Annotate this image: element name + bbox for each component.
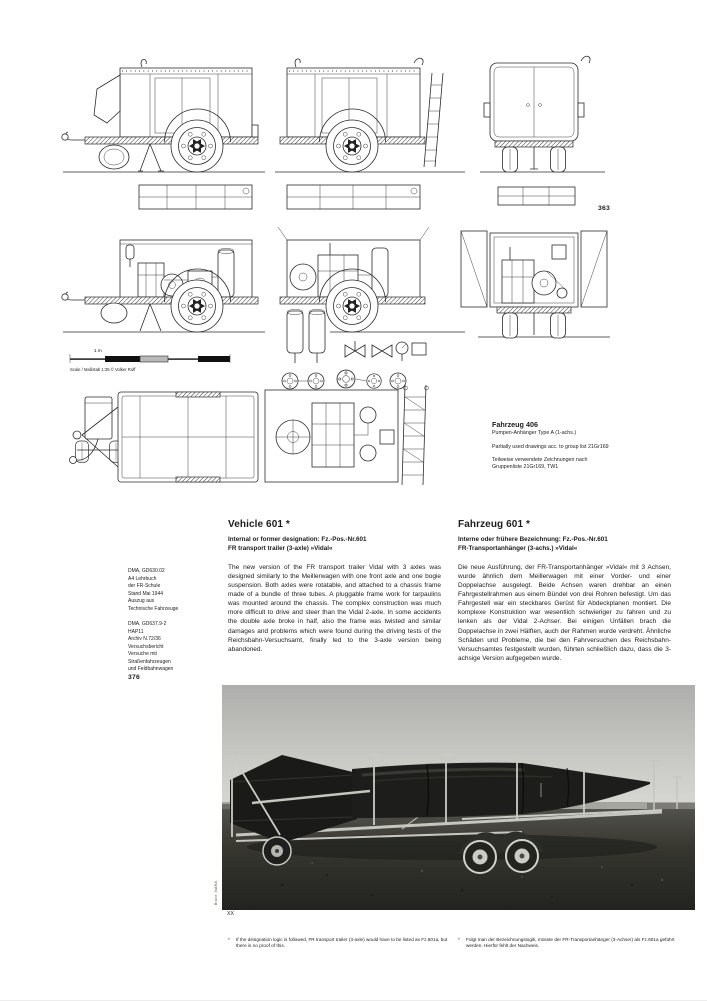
drawing-rear-view-closed bbox=[480, 56, 605, 172]
article-subtitle1-en: Internal or former designation: Fz.-Pos.-Nr.601 bbox=[228, 536, 367, 543]
page-number-top: 363 bbox=[598, 205, 610, 212]
fahrzeug-406-caption bbox=[492, 420, 622, 477]
drawing-rear-view-open bbox=[461, 231, 610, 338]
archive-ref-line: der FR-Schule bbox=[128, 583, 161, 589]
archive-reference-1 bbox=[128, 568, 200, 613]
article-subtitle2-en: FR transport trailer (3-axle) »Vidal« bbox=[228, 544, 333, 552]
footnote-marker-en: * bbox=[228, 937, 230, 942]
drawing-front-view bbox=[70, 397, 123, 464]
archive-reference-2 bbox=[128, 621, 200, 674]
archive-ref-line: DMA, GD630.02 bbox=[128, 568, 165, 574]
drawing-side-view-left-open bbox=[62, 240, 265, 332]
footnote-text-de: Folgt man der Bezeichnungslogik, müsste der FR-Transportanhänger (3-Achser) als Fz.601a geführt werden. Hierfür fehlt der Nachweis. bbox=[466, 937, 675, 949]
article-subtitle2-de: FR-Transportanhänger (3-achs.) »Vidal« bbox=[458, 544, 578, 552]
article-german bbox=[458, 519, 671, 663]
scale-bar bbox=[70, 348, 230, 372]
footnote-german bbox=[458, 937, 686, 949]
drawing-side-view-right-closed bbox=[275, 58, 465, 172]
archive-ref-line: Technische Fahrzeuge bbox=[128, 605, 179, 612]
scale-caption: Scale / Maßstab 1:35 © Volker Ruff bbox=[70, 367, 136, 372]
archive-ref-line: Archiv N.72/36 bbox=[128, 636, 161, 642]
drawing-frame-element bbox=[402, 385, 429, 485]
archive-ref-line: Stand Mai 1944 bbox=[128, 590, 164, 597]
footnote-text-en: If the designation logic is followed, FR transport trailer (3-axle) would have to be listed as Fz.601a, but there is no proof of this. bbox=[236, 937, 448, 949]
archive-ref-line: HAP11 bbox=[128, 628, 144, 635]
photo-caption: XX bbox=[227, 911, 234, 917]
article-body-de: Die neue Ausführung, der FR-Transportanhänger »Vidal« mit 3 Achsen, wurde ähnlich dem Meillerwagen mit einer Vorder- und einer Doppelachse ausgelegt. Beide Achsen waren drehbar an einen Fahrgestellrahmen aus einem Bündel von drei Rohren befestigt. Um das Fahrgestell war ein steckbares Gerüst für Abdeckplanen montiert. Die komplexe Konstruktion war wesentlich schwieriger zu fahren und zu lenken als der Vidal 2-Achser. Bei einigen Unfällen brach die Doppelachse in zwei Hälften, auch der Rahmen wurde verdreht. Ähnliche Schäden und Probleme, die bei den Fahrversuchen des Reichsbahn-Versuchsamtes festgestellt wurden, führten schließlich dazu, dass die 3-achsige Version aufgegeben wurde. bbox=[458, 563, 671, 662]
article-title-de: Fahrzeug 601 * bbox=[458, 519, 530, 530]
fahrzeug-406-title: Fahrzeug 406 bbox=[492, 420, 538, 429]
margin-archive-references bbox=[128, 568, 200, 682]
photo-v2-rocket-on-vidal-trailer bbox=[222, 685, 695, 910]
fahrzeug-406-note-de: Teilweise verwendete Zeichnungen nach Gruppenliste 21Gr169, TW1 bbox=[492, 457, 588, 470]
archive-ref-line: und Feldbahnwagen bbox=[128, 666, 174, 672]
archive-ref-line: A4 Lehrbuch bbox=[128, 575, 157, 582]
article-title-en: Vehicle 601 * bbox=[228, 519, 290, 530]
scale-length-label: 1 m bbox=[94, 348, 102, 353]
page-number-bottom: 376 bbox=[128, 674, 140, 681]
photo-credit: Bruce, NARA bbox=[214, 880, 218, 905]
archive-ref-line: Versuchsbericht bbox=[128, 643, 164, 650]
fahrzeug-406-subtitle: Pumpen-Anhänger Type A (1-achs.) bbox=[492, 430, 577, 437]
archive-ref-line: Versuche mit bbox=[128, 651, 157, 657]
article-english bbox=[228, 519, 441, 654]
archive-ref-line: DMA, GD637.9-2 bbox=[128, 621, 167, 627]
footnote-marker-de: * bbox=[458, 937, 460, 942]
article-body-en: The new version of the FR transport trailer Vidal with 3 axles was designed similarly to the Meillerwagen with one front axle and one bogie suspension. Both axles were rotatable, and attached to a chassis frame made of a bundle of three tubes. A pluggable frame work for tarpaulins was mounted around the chassis. The complex construction was much more difficult to drive and steer than the Vidal 2-axle. In some accidents the double axle broke in half, also the frame was twisted and similar damages and problems which were found during the driving tests of the Reichsbahn-Versuchsamt, finally led to the 3-axle version being abandoned. bbox=[228, 563, 441, 653]
drawing-side-view-left-closed bbox=[62, 59, 265, 172]
article-subtitle1-de: Interne oder frühere Bezeichnung: Fz.-Pos.-Nr.601 bbox=[458, 536, 608, 543]
fahrzeug-406-note-en: Partially used drawings acc. to group list 21Gr169 bbox=[492, 444, 609, 451]
drawing-side-view-right-open bbox=[278, 227, 465, 332]
archive-ref-line: Straßenfahrzeugen bbox=[128, 658, 171, 665]
footnote-english bbox=[228, 937, 456, 949]
drawing-plan-view-machinery bbox=[265, 390, 398, 482]
archive-ref-line: Auszug aus bbox=[128, 598, 155, 604]
drawing-roof-plan-strips bbox=[139, 185, 575, 209]
